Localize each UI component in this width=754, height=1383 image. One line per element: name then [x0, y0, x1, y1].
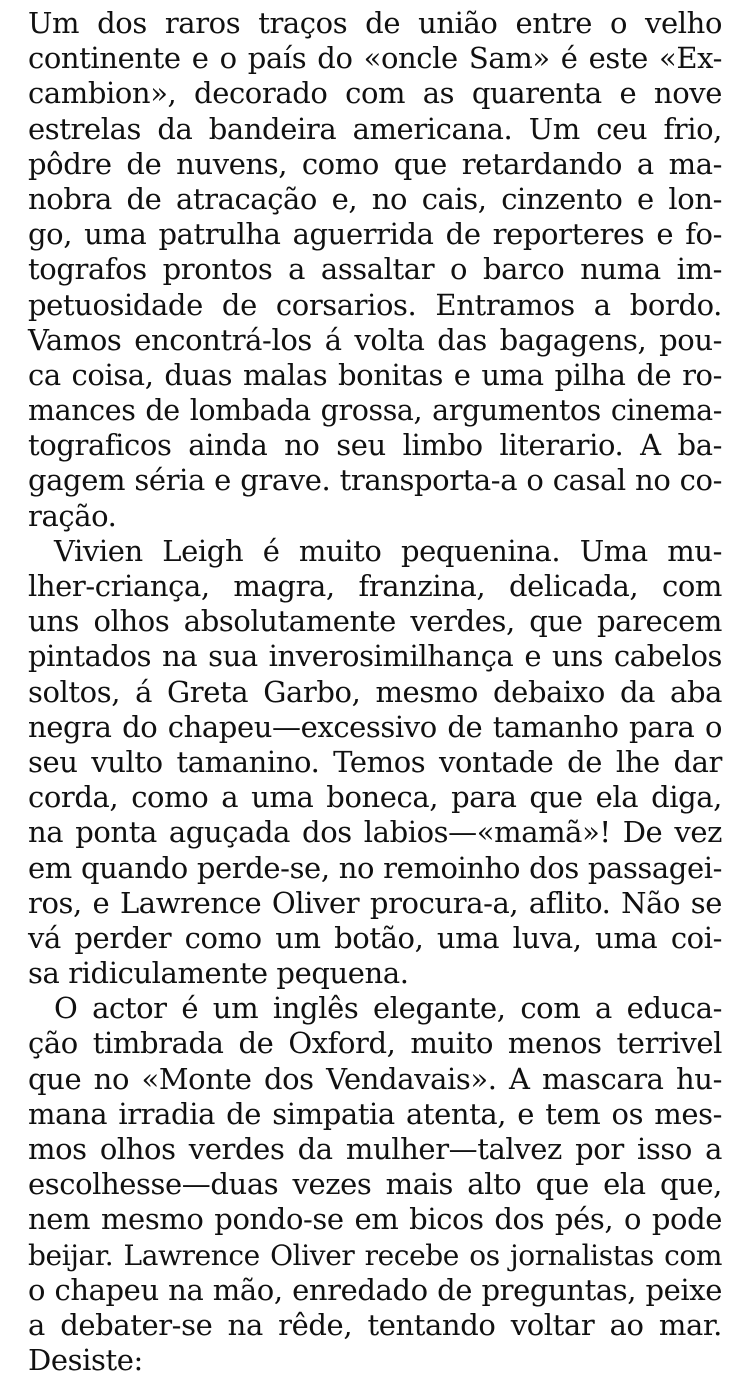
text-line: negra do chapeu—excessivo de tamanho para o	[28, 709, 722, 744]
text-line: pintados na sua inverosimilhança e uns cabelos	[28, 639, 722, 674]
text-line: nobra de atracação e, no cais, cinzento e lon-	[28, 181, 722, 216]
text-line: petuosidade de corsarios. Entramos a bordo.	[28, 287, 722, 322]
text-line: ca coisa, duas malas bonitas e uma pilha de ro-	[28, 357, 722, 392]
text-line: Vamos encontrá-los á volta das bagagens, pou-	[28, 322, 722, 357]
text-line: Desiste:	[28, 1343, 143, 1378]
article-column	[28, 6, 722, 1378]
text-line: estrelas da bandeira americana. Um ceu frio,	[28, 111, 722, 146]
text-line: nem mesmo pondo-se em bicos dos pés, o pode	[28, 1202, 722, 1237]
text-line: que no «Monte dos Vendavais». A mascara hu-	[28, 1061, 722, 1096]
text-line: o chapeu na mão, enredado de preguntas, peixe	[28, 1272, 722, 1307]
text-line: vá perder como um botão, uma luva, uma coi-	[28, 920, 722, 955]
text-line: uns olhos absolutamente verdes, que parecem	[28, 604, 722, 639]
text-line: mana irradia de simpatia atenta, e tem os mes-	[28, 1096, 722, 1131]
text-line: go, uma patrulha aguerrida de reporteres e fo-	[28, 217, 722, 252]
text-line: gagem séria e grave. transporta-a o casal no co-	[28, 463, 722, 498]
text-line: lher-criança, magra, franzina, delicada, com	[28, 569, 722, 603]
text-line: cambion», decorado com as quarenta e nove	[28, 76, 722, 111]
text-line: continente e o país do «oncle Sam» é este «Ex-	[28, 41, 722, 76]
paragraph-2	[28, 534, 722, 991]
text-line: beijar. Lawrence Oliver recebe os jornalistas com	[28, 1238, 722, 1272]
text-line: seu vulto tamanino. Temos vontade de lhe dar	[28, 744, 722, 779]
text-line: corda, como a uma boneca, para que ela diga,	[28, 780, 722, 815]
text-line: Vivien Leigh é muito pequenina. Uma mu-	[54, 533, 722, 568]
text-line: a debater-se na rêde, tentando voltar ao mar.	[28, 1307, 722, 1342]
paragraph-3	[28, 991, 722, 1378]
text-line: ração.	[28, 498, 117, 533]
text-line: mos olhos verdes da mulher—talvez por isso a	[28, 1132, 722, 1166]
text-line: na ponta aguçada dos labios—«mamã»! De vez	[28, 815, 722, 850]
paragraph-1	[28, 6, 722, 534]
text-line: tograficos ainda no seu limbo literario. A ba-	[28, 428, 722, 463]
text-line: tografos prontos a assaltar o barco numa im-	[28, 252, 722, 287]
text-line: soltos, á Greta Garbo, mesmo debaixo da aba	[28, 674, 722, 709]
text-line: mances de lombada grossa, argumentos cinema-	[28, 394, 722, 428]
text-line: ção timbrada de Oxford, muito menos terrivel	[28, 1026, 722, 1061]
text-line: Um dos raros traços de união entre o velho	[28, 6, 722, 40]
text-line: em quando perde-se, no remoinho dos passagei-	[28, 850, 722, 885]
text-line: O actor é um inglês elegante, com a educa-	[54, 991, 722, 1026]
text-line: sa ridiculamente pequena.	[28, 956, 409, 991]
text-line: ros, e Lawrence Oliver procura-a, aflito. Não se	[28, 885, 722, 920]
text-line: pôdre de nuvens, como que retardando a ma-	[28, 146, 722, 181]
text-line: escolhesse—duas vezes mais alto que ela que,	[28, 1167, 722, 1202]
